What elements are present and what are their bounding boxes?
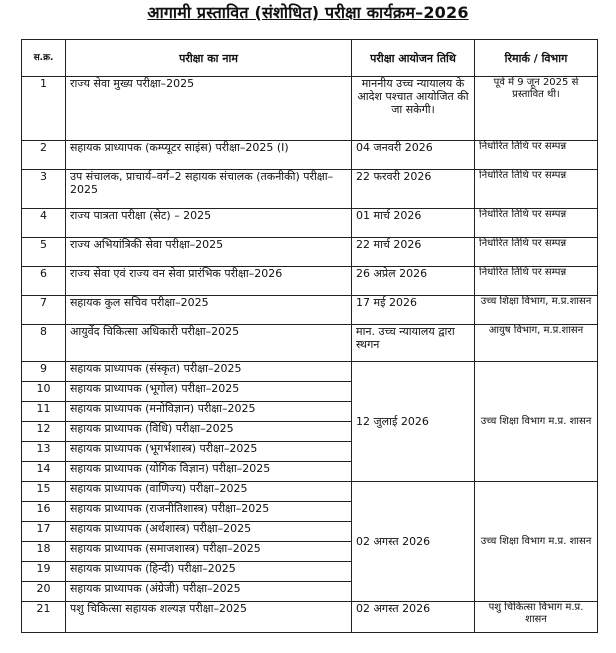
serial-number: 5 [22, 238, 66, 267]
exam-date: 02 अगस्त 2026 [352, 602, 475, 633]
remark: निर्धारित तिथि पर सम्पन्न [475, 170, 598, 209]
table-row [22, 77, 598, 141]
serial-number: 12 [22, 422, 66, 442]
serial-number: 13 [22, 442, 66, 462]
exam-name: सहायक कुल सचिव परीक्षा–2025 [66, 296, 352, 325]
remark-group-1: उच्च शिक्षा विभाग म.प्र. शासन [475, 362, 598, 482]
exam-name: सहायक प्राध्यापक (संस्कृत) परीक्षा–2025 [66, 362, 352, 382]
serial-number: 21 [22, 602, 66, 633]
exam-name: राज्य अभियांत्रिकी सेवा परीक्षा–2025 [66, 238, 352, 267]
exam-name: राज्य सेवा एवं राज्य वन सेवा प्रारंभिक परीक्षा–2026 [66, 267, 352, 296]
serial-number: 16 [22, 502, 66, 522]
exam-date: 01 मार्च 2026 [352, 209, 475, 238]
exam-name: सहायक प्राध्यापक (भूगोल) परीक्षा–2025 [66, 382, 352, 402]
exam-name: सहायक प्राध्यापक (वाणिज्य) परीक्षा–2025 [66, 482, 352, 502]
remark: उच्च शिक्षा विभाग, म.प्र.शासन [475, 296, 598, 325]
exam-date: 22 मार्च 2026 [352, 238, 475, 267]
table-row [22, 362, 598, 382]
exam-date-group-2: 02 अगस्त 2026 [352, 482, 475, 602]
exam-name: सहायक प्राध्यापक (अर्थशास्त्र) परीक्षा–2025 [66, 522, 352, 542]
remark-group-2: उच्च शिक्षा विभाग म.प्र. शासन [475, 482, 598, 602]
page-title: आगामी प्रस्तावित (संशोधित) परीक्षा कार्यक्रम–2026 [147, 3, 469, 22]
serial-number: 1 [22, 77, 66, 141]
header-serial-number: स.क्र. [22, 40, 66, 77]
table-row [22, 267, 598, 296]
table-row [22, 170, 598, 209]
exam-date-group-1: 12 जुलाई 2026 [352, 362, 475, 482]
remark: निर्धारित तिथि पर सम्पन्न [475, 209, 598, 238]
exam-name: पशु चिकित्सा सहायक शल्यज्ञ परीक्षा–2025 [66, 602, 352, 633]
exam-name: सहायक प्राध्यापक (विधि) परीक्षा–2025 [66, 422, 352, 442]
serial-number: 8 [22, 325, 66, 362]
exam-name: सहायक प्राध्यापक (मनोविज्ञान) परीक्षा–2025 [66, 402, 352, 422]
exam-name: सहायक प्राध्यापक (समाजशास्त्र) परीक्षा–2025 [66, 542, 352, 562]
serial-number: 6 [22, 267, 66, 296]
exam-schedule-table [21, 39, 598, 633]
table-row [22, 296, 598, 325]
exam-name: सहायक प्राध्यापक (हिन्दी) परीक्षा–2025 [66, 562, 352, 582]
exam-date: मान. उच्च न्यायालय द्वारा स्थगन [352, 325, 475, 362]
serial-number: 2 [22, 141, 66, 170]
serial-number: 14 [22, 462, 66, 482]
serial-number: 4 [22, 209, 66, 238]
exam-name: सहायक प्राध्यापक (कम्प्यूटर साइंस) परीक्षा–2025 (I) [66, 141, 352, 170]
exam-date: 26 अप्रेल 2026 [352, 267, 475, 296]
table-row [22, 602, 598, 633]
serial-number: 18 [22, 542, 66, 562]
exam-name: राज्य सेवा मुख्य परीक्षा–2025 [66, 77, 352, 141]
header-exam-name: परीक्षा का नाम [66, 40, 352, 77]
table-row [22, 141, 598, 170]
exam-name: उप संचालक, प्राचार्य–वर्ग–2 सहायक संचालक (तकनीकी) परीक्षा–2025 [66, 170, 352, 209]
serial-number: 11 [22, 402, 66, 422]
serial-number: 17 [22, 522, 66, 542]
remark: निर्धारित तिथि पर सम्पन्न [475, 238, 598, 267]
exam-name: आयुर्वेद चिकित्सा अधिकारी परीक्षा–2025 [66, 325, 352, 362]
serial-number: 7 [22, 296, 66, 325]
exam-name: सहायक प्राध्यापक (भूगर्भशास्त्र) परीक्षा–2025 [66, 442, 352, 462]
exam-date: 04 जनवरी 2026 [352, 141, 475, 170]
header-exam-date: परीक्षा आयोजन तिथि [352, 40, 475, 77]
exam-name: राज्य पात्रता परीक्षा (सेट) – 2025 [66, 209, 352, 238]
serial-number: 10 [22, 382, 66, 402]
serial-number: 20 [22, 582, 66, 602]
table-row [22, 482, 598, 502]
header-remark: रिमार्क / विभाग [475, 40, 598, 77]
serial-number: 9 [22, 362, 66, 382]
remark: आयुष विभाग, म.प्र.शासन [475, 325, 598, 362]
remark: निर्धारित तिथि पर सम्पन्न [475, 141, 598, 170]
table-header-row [22, 40, 598, 77]
exam-name: सहायक प्राध्यापक (अंग्रेजी) परीक्षा–2025 [66, 582, 352, 602]
exam-date: 17 मई 2026 [352, 296, 475, 325]
exam-date: माननीय उच्च न्यायालय के आदेश पश्चात आयोजित की जा सकेगी। [352, 77, 475, 141]
table-row [22, 325, 598, 362]
remark: निर्धारित तिथि पर सम्पन्न [475, 267, 598, 296]
exam-name: सहायक प्राध्यापक (राजनीतिशास्त्र) परीक्षा–2025 [66, 502, 352, 522]
exam-name: सहायक प्राध्यापक (योगिक विज्ञान) परीक्षा–2025 [66, 462, 352, 482]
remark: पूर्व में 9 जून 2025 से प्रस्तावित थी। [475, 77, 598, 141]
table-row [22, 209, 598, 238]
remark: पशु चिकित्सा विभाग म.प्र. शासन [475, 602, 598, 633]
serial-number: 19 [22, 562, 66, 582]
exam-date: 22 फरवरी 2026 [352, 170, 475, 209]
serial-number: 15 [22, 482, 66, 502]
table-row [22, 238, 598, 267]
serial-number: 3 [22, 170, 66, 209]
